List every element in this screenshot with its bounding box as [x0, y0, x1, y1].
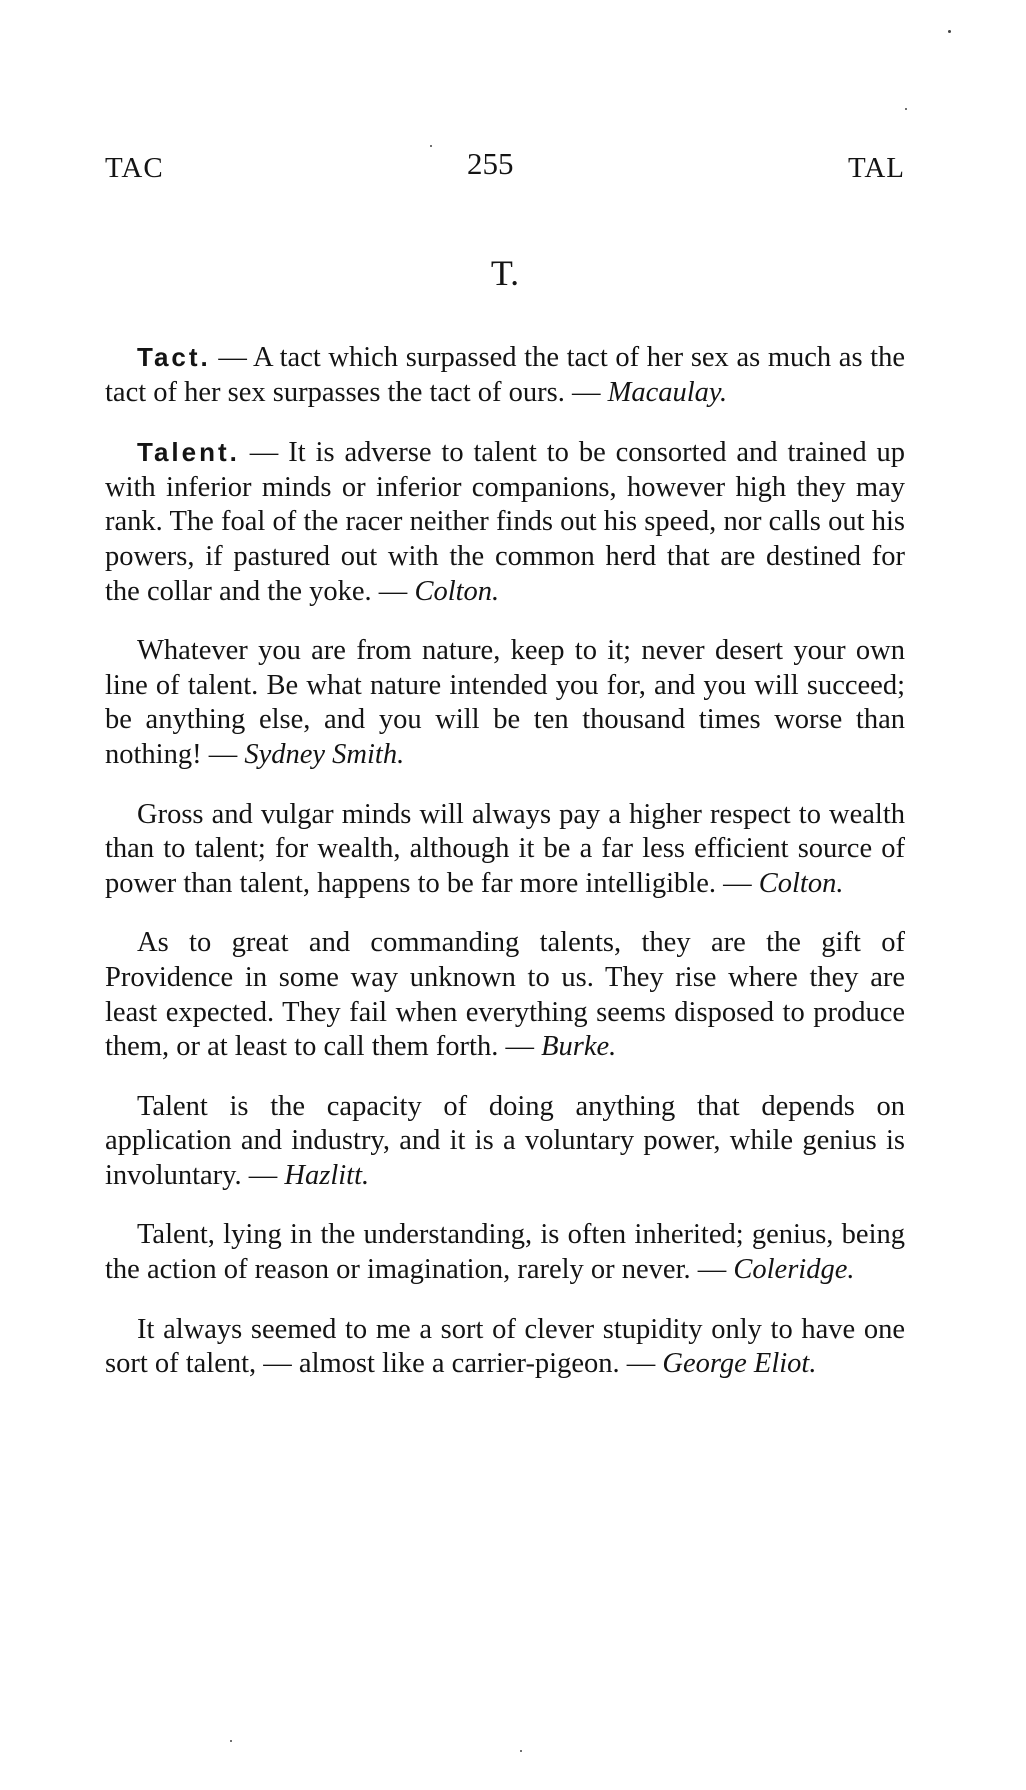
entry-author: Colton.: [758, 867, 844, 899]
header-right-guideword: TAL: [847, 152, 905, 184]
entry-text: It always seemed to me a sort of clever stupidity only to have one sort of talent, — almost like a carrier-pigeon. —: [105, 1313, 905, 1380]
quote-paragraph: [105, 1218, 905, 1287]
quote-paragraph: [105, 798, 905, 902]
scan-speck: [230, 1740, 232, 1742]
header-left-guideword: TAC: [105, 152, 164, 184]
scan-speck: [905, 108, 907, 110]
entry-author: Colton.: [414, 575, 500, 607]
section-letter: T.: [490, 253, 520, 293]
entry-author: Hazlitt.: [284, 1159, 370, 1191]
scan-speck: [520, 1750, 522, 1752]
entry-text: Talent is the capacity of doing anything that depends on application and industry, and it is a voluntary power, while genius is involuntary. —: [105, 1090, 905, 1191]
quote-paragraph: [105, 926, 905, 1064]
entry-author: Sydney Smith.: [244, 738, 405, 770]
entry-author: Macaulay.: [607, 376, 728, 408]
quote-paragraph: [105, 1090, 905, 1194]
quotation-list: [105, 340, 905, 1407]
scan-speck: [430, 145, 432, 147]
entry-keyword: Talent.: [137, 437, 240, 468]
entry-text: Gross and vulgar minds will always pay a higher respect to wealth than to talent; for wealth, although it be a far less efficient source of power than talent, happens to be far more intelligible. —: [105, 798, 905, 899]
entry-tact: [105, 340, 905, 410]
entry-text: As to great and commanding talents, they are the gift of Providence in some way unknown to us. They rise where they are least expected. They fail when everything seems disposed to produce them, or at least to call them forth. —: [105, 927, 905, 1063]
entry-text: — It is adverse to talent to be consorted and trained up with inferior minds or inferior companions, however high they may rank. The foal of the racer neither finds out his speed, nor calls out his powers, if pastured out with the common herd that are destined for the collar and the yoke. —: [105, 437, 905, 607]
running-header: [105, 146, 905, 186]
scan-speck: [948, 30, 951, 33]
quote-paragraph: [105, 1313, 905, 1382]
entry-author: Coleridge.: [733, 1254, 855, 1286]
entry-text: — A tact which surpassed the tact of her sex as much as the tact of her sex surpasses the tact of ours. —: [105, 342, 905, 408]
entry-keyword: Tact.: [137, 342, 211, 372]
quote-paragraph: [105, 634, 905, 772]
entry-author: Burke.: [541, 1031, 617, 1063]
entry-author: George Eliot.: [662, 1348, 817, 1380]
entry-text: Talent, lying in the understanding, is often inherited; genius, being the action of reason or imagination, rarely or never. —: [105, 1219, 905, 1286]
entry-text: Whatever you are from nature, keep to it; never desert your own line of talent. Be what nature intended you for, and you will succeed; be anything else, and you will be ten thousand times worse than nothing! —: [105, 635, 905, 770]
page-number: 255: [467, 146, 514, 181]
entry-talent: [105, 435, 905, 609]
